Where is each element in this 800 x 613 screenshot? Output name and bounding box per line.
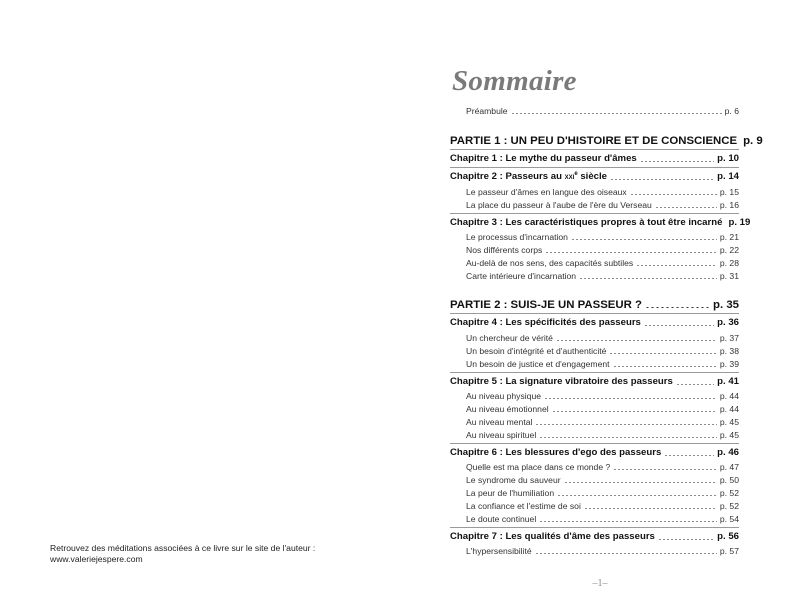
toc-entry-label: Un besoin d'intégrité et d'authenticité — [466, 346, 607, 356]
page-title: Sommaire — [452, 65, 577, 97]
toc-entry-page: p. 36 — [717, 317, 739, 328]
toc-entry-label: Au-delà de nos sens, des capacités subtiles — [466, 258, 634, 268]
toc-entry-label: Un besoin de justice et d'engagement — [466, 359, 610, 369]
dot-leader — [613, 469, 717, 470]
toc-entry-page: p. 19 — [728, 217, 751, 228]
toc-entry-page: p. 10 — [717, 153, 739, 164]
toc-entry-page: p. 37 — [719, 333, 739, 343]
toc-chapter-1 — [450, 153, 739, 165]
toc-entry — [450, 500, 739, 512]
toc-entry-page: p. 39 — [719, 359, 739, 369]
toc-entry-label: Préambule — [466, 106, 508, 116]
toc-entry-preamble — [450, 105, 739, 117]
toc-chapter-7 — [450, 531, 739, 543]
toc-chapter-2 — [450, 171, 739, 183]
toc-entry — [450, 244, 739, 256]
toc-entry — [450, 358, 739, 370]
toc-entry — [450, 231, 739, 243]
dot-leader — [613, 366, 717, 367]
toc-entry-label: Chapitre 3 : Les caractéristiques propres à tout être incarné — [450, 217, 723, 228]
toc-entry-label: Chapitre 5 : La signature vibratoire des passeurs — [450, 376, 673, 387]
toc-entry-label: L'hypersensibilité — [466, 546, 532, 556]
toc-entry-page: p. 9 — [743, 135, 763, 147]
toc-entry — [450, 429, 739, 441]
toc-entry-label: Le doute continuel — [466, 514, 537, 524]
toc-entry-label: Chapitre 4 : Les spécificités des passeurs — [450, 317, 641, 328]
toc-entry-page: p. 54 — [719, 514, 739, 524]
dot-leader — [557, 495, 717, 496]
page-number: –1– — [592, 578, 608, 589]
toc-entry-page: p. 45 — [719, 430, 739, 440]
dot-leader — [544, 398, 717, 399]
toc-entry-page: p. 6 — [724, 106, 739, 116]
toc-entry — [450, 345, 739, 357]
toc-entry-label: Chapitre 1 : Le mythe du passeur d'âmes — [450, 153, 637, 164]
dot-leader — [645, 307, 710, 308]
note-line-2: www.valeriejespere.com — [50, 553, 143, 564]
toc-entry-label: Au niveau mental — [466, 417, 533, 427]
part-2-divider — [450, 313, 739, 314]
dot-leader — [511, 113, 722, 114]
toc-entry-label — [450, 168, 607, 183]
part-1-divider — [450, 149, 739, 150]
toc-entry-label: Carte intérieure d'incarnation — [466, 271, 577, 281]
toc-entry-label: Le syndrome du sauveur — [466, 475, 561, 485]
toc-entry-page: p. 57 — [719, 546, 739, 556]
dot-leader — [636, 265, 717, 266]
toc-entry-page: p. 31 — [719, 271, 739, 281]
chapter-6-divider — [450, 527, 739, 528]
toc-entry-label: La confiance et l'estime de soi — [466, 501, 581, 511]
toc-entry-label: Chapitre 6 : Les blessures d'ego des passeurs — [450, 447, 662, 458]
toc-entry — [450, 545, 739, 557]
dot-leader — [545, 252, 717, 253]
dot-leader — [564, 482, 717, 483]
toc-entry-label: Nos différents corps — [466, 245, 543, 255]
dot-leader — [630, 194, 717, 195]
toc-entry — [450, 186, 739, 198]
toc-entry-page: p. 45 — [719, 417, 739, 427]
toc-entry-page: p. 38 — [719, 346, 739, 356]
toc-entry — [450, 332, 739, 344]
label-part-b: siècle — [577, 171, 607, 182]
dot-leader — [539, 521, 717, 522]
toc-entry-label: Au niveau physique — [466, 391, 542, 401]
dot-leader — [539, 437, 717, 438]
toc-entry-label: Le passeur d'âmes en langue des oiseaux — [466, 187, 627, 197]
toc-entry — [450, 416, 739, 428]
toc-entry-label: La place du passeur à l'aube de l'ère du Verseau — [466, 200, 652, 210]
toc-entry-page: p. 47 — [719, 462, 739, 472]
dot-leader — [556, 340, 717, 341]
toc-entry-page: p. 35 — [713, 299, 739, 311]
dot-leader — [640, 161, 714, 162]
toc-entry — [450, 487, 739, 499]
toc-entry — [450, 257, 739, 269]
left-page-note — [50, 543, 350, 564]
dot-leader — [579, 278, 717, 279]
century-numeral: xxi — [564, 172, 575, 181]
toc-entry-label: Chapitre 7 : Les qualités d'âme des passeurs — [450, 531, 655, 542]
note-line-1: Retrouvez des méditations associées à ce livre sur le site de l'auteur : — [50, 543, 316, 553]
chapter-5-divider — [450, 443, 739, 444]
toc-entry — [450, 474, 739, 486]
chapter-4-divider — [450, 372, 739, 373]
toc-entry-page: p. 14 — [717, 171, 739, 182]
toc-entry-label: Quelle est ma place dans ce monde ? — [466, 462, 611, 472]
toc-part-2 — [450, 298, 739, 312]
toc-entry-label: La peur de l'humiliation — [466, 488, 555, 498]
dot-leader — [535, 424, 716, 425]
chapter-2-divider — [450, 213, 739, 214]
toc-entry — [450, 390, 739, 402]
label-part-a: Chapitre 2 : Passeurs au — [450, 171, 565, 182]
dot-leader — [535, 553, 717, 554]
toc-entry — [450, 199, 739, 211]
toc-entry-label: Le processus d'incarnation — [466, 232, 568, 242]
toc-entry-page: p. 16 — [719, 200, 739, 210]
toc-entry-page: p. 28 — [719, 258, 739, 268]
dot-leader — [658, 539, 714, 540]
dot-leader — [655, 207, 717, 208]
toc-chapter-4 — [450, 317, 739, 329]
toc-entry-label: Un chercheur de vérité — [466, 333, 553, 343]
dot-leader — [552, 411, 717, 412]
dot-leader — [571, 239, 717, 240]
toc-entry — [450, 270, 739, 282]
toc-entry — [450, 461, 739, 473]
toc-entry-page: p. 46 — [717, 447, 739, 458]
toc-part-1 — [450, 134, 763, 148]
toc-entry — [450, 513, 739, 525]
toc-entry-label: PARTIE 2 : SUIS-JE UN PASSEUR ? — [450, 299, 642, 311]
toc-entry — [450, 403, 739, 415]
toc-entry-page: p. 52 — [719, 488, 739, 498]
toc-entry-page: p. 44 — [719, 391, 739, 401]
dot-leader — [676, 384, 714, 385]
dot-leader — [644, 325, 714, 326]
toc-entry-page: p. 50 — [719, 475, 739, 485]
toc-chapter-3 — [450, 217, 751, 229]
century-superscript: e — [574, 170, 578, 177]
toc-entry-label: Au niveau spirituel — [466, 430, 537, 440]
dot-leader — [609, 353, 716, 354]
toc-entry-page: p. 41 — [717, 376, 739, 387]
toc-entry-page: p. 44 — [719, 404, 739, 414]
toc-entry-page: p. 56 — [717, 531, 739, 542]
dot-leader — [664, 455, 714, 456]
toc-entry-page: p. 22 — [719, 245, 739, 255]
toc-chapter-6 — [450, 447, 739, 459]
toc-entry-label: Au niveau émotionnel — [466, 404, 549, 414]
toc-entry-label: PARTIE 1 : UN PEU D'HISTOIRE ET DE CONSCIENCE — [450, 135, 738, 147]
dot-leader — [584, 508, 717, 509]
toc-entry-page: p. 21 — [719, 232, 739, 242]
dot-leader — [610, 179, 714, 180]
toc-chapter-5 — [450, 376, 739, 388]
toc-entry-page: p. 52 — [719, 501, 739, 511]
toc-entry-page: p. 15 — [719, 187, 739, 197]
